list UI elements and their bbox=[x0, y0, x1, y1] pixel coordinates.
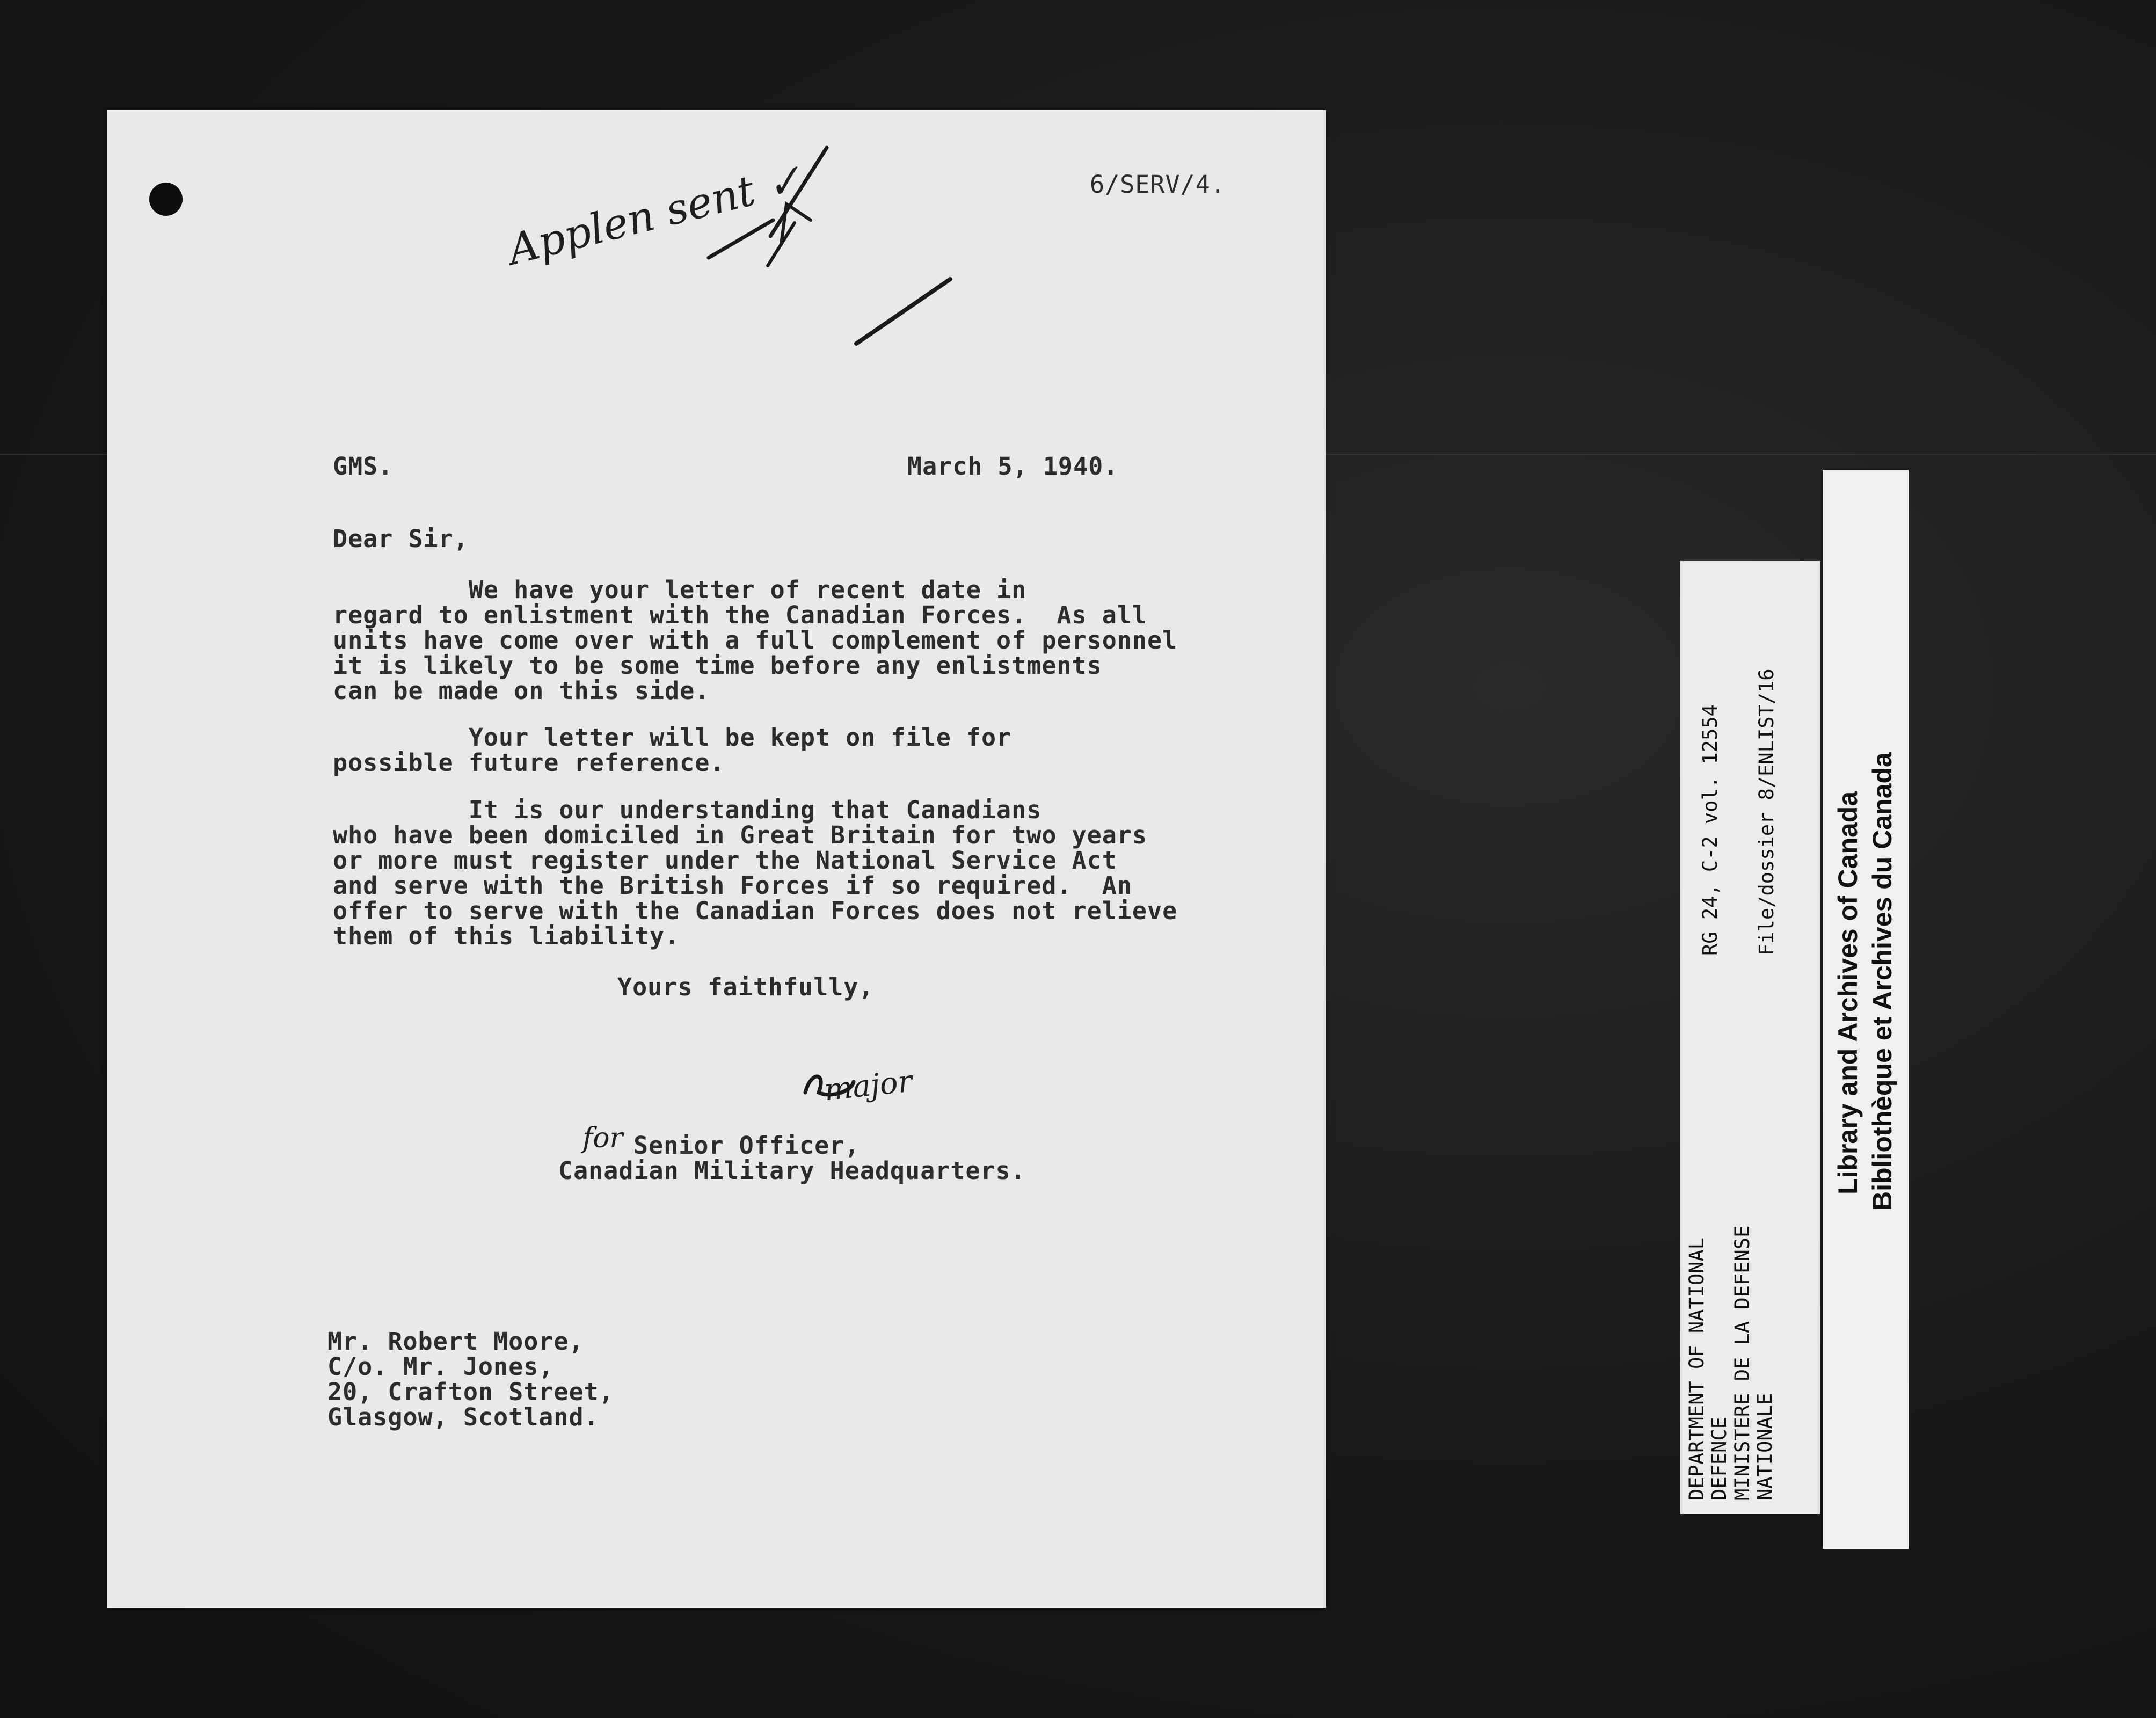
closing: Yours faithfully, bbox=[617, 973, 874, 1001]
signatory-org: Canadian Military Headquarters. bbox=[558, 1156, 1026, 1185]
paragraph-line: We have your letter of recent date in bbox=[333, 576, 1027, 604]
department-name-fr: MINISTERE DE LA DEFENSE NATIONALE bbox=[1731, 1225, 1776, 1501]
handwritten-annotation: Applen sent ✓ bbox=[503, 155, 807, 275]
paragraph-line: offer to serve with the Canadian Forces does not relieve bbox=[333, 897, 1178, 925]
address-line: Mr. Robert Moore, bbox=[327, 1327, 584, 1356]
signatory-title: Senior Officer, bbox=[633, 1131, 860, 1160]
paragraph-line: or more must register under the National Service Act bbox=[333, 846, 1117, 875]
paragraph-line: possible future reference. bbox=[333, 748, 725, 777]
initials: GMS. bbox=[333, 452, 394, 481]
paragraph-line: and serve with the British Forces if so required. An bbox=[333, 871, 1132, 900]
signature-major: major bbox=[822, 1064, 914, 1108]
letter-date: March 5, 1940. bbox=[907, 452, 1119, 481]
pen-marks bbox=[107, 110, 1326, 1608]
institution-name-en: Library and Archives of Canada bbox=[1833, 791, 1863, 1195]
paragraph-line: regard to enlistment with the Canadian Forces. As all bbox=[333, 601, 1147, 629]
for-handwritten: for bbox=[582, 1122, 623, 1154]
paragraph-line: who have been domiciled in Great Britain for two years bbox=[333, 821, 1147, 849]
institution-name-fr: Bibliothèque et Archives du Canada bbox=[1867, 752, 1897, 1211]
paragraph-line: It is our understanding that Canadians bbox=[333, 796, 1042, 824]
file-reference: 6/SERV/4. bbox=[1090, 170, 1226, 199]
institution-slip bbox=[1823, 470, 1909, 1549]
paragraph-line: Your letter will be kept on file for bbox=[333, 723, 1012, 752]
file-dossier-reference: File/dossier 8/ENLIST/16 bbox=[1755, 668, 1778, 956]
paragraph-line: units have come over with a full complement of personnel bbox=[333, 626, 1178, 654]
paragraph-line: can be made on this side. bbox=[333, 676, 710, 705]
paragraph-line: them of this liability. bbox=[333, 922, 680, 950]
address-line: C/o. Mr. Jones, bbox=[327, 1352, 554, 1381]
archive-reference-slip bbox=[1680, 561, 1820, 1514]
paragraph-line: it is likely to be some time before any enlistments bbox=[333, 651, 1102, 680]
salutation: Dear Sir, bbox=[333, 525, 469, 553]
record-group-reference: RG 24, C-2 vol. 12554 bbox=[1699, 704, 1722, 956]
letter-page bbox=[107, 110, 1326, 1608]
department-name-en: DEPARTMENT OF NATIONAL DEFENCE bbox=[1685, 1237, 1731, 1501]
address-line: 20, Crafton Street, bbox=[327, 1378, 614, 1406]
address-line: Glasgow, Scotland. bbox=[327, 1403, 599, 1431]
